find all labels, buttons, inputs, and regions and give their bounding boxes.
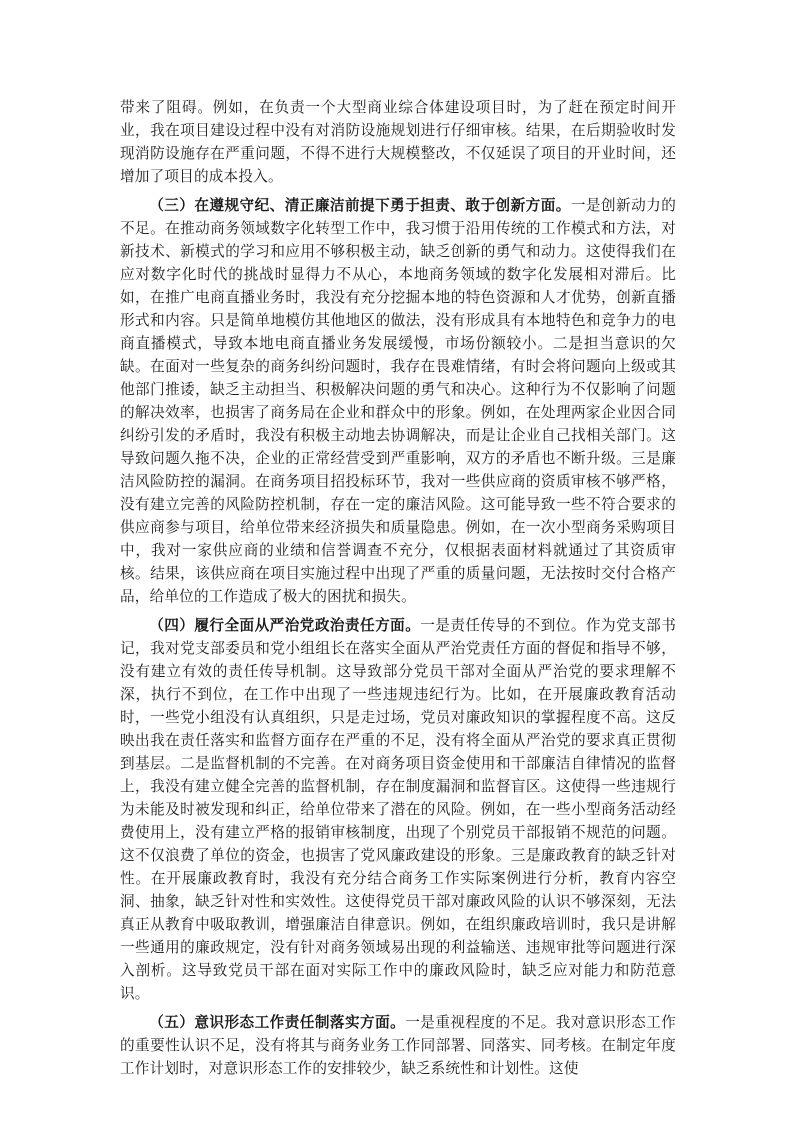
paragraph-1 [120, 96, 676, 188]
document-page [120, 96, 676, 1086]
section-heading-3: （三）在遵规守纪、清正廉洁前提下勇于担责、敢于创新方面。 [149, 197, 571, 214]
section-heading-5: （五）意识形态工作责任制落实方面。 [149, 1014, 406, 1031]
paragraph-4-text: 一是重视程度的不足。我对意识形态工作的重要性认识不足，没有将其与商务业务工作同部署、同落实、同考核。在制定年度工作计划时，对意识形态工作的安排较少，缺乏系统性和计划性。这使 [120, 1014, 677, 1077]
paragraph-1-text: 带来了阻碍。例如，在负责一个大型商业综合体建设项目时，为了赶在预定时间开业，我在项目建设过程中没有对消防设施规划进行仔细审核。结果，在后期验收时发现消防设施存在严重问题，不得不进行大规模整改，不仅延误了项目的开业时间，还增加了项目的成本投入。 [120, 99, 676, 185]
paragraph-3-text: 一是责任传导的不到位。作为党支部书记，我对党支部委员和党小组组长在落实全面从严治党责任方面的督促和指导不够，没有建立有效的责任传导机制。这导致部分党员干部对全面从严治党的要求理解不深，执行不到位，在工作中出现了一些违规违纪行为。比如，在开展廉政教育活动时，一些党小组没有认真组织，只是走过场，党员对廉政知识的掌握程度不高。这反映出我在责任落实和监督方面存在严重的不足，没有将全面从严治党的要求真正贯彻到基层。二是监督机制的不完善。在对商务项目资金使用和干部廉洁自律情况的监督上，我没有建立健全完善的监督机制，存在制度漏洞和监督盲区。这使得一些违规行为未能及时被发现和纠正，给单位带来了潜在的风险。例如，在一些小型商务活动经费使用上，没有建立严格的报销审核制度，出现了个别党员干部报销不规范的问题。这不仅浪费了单位的资金，也损害了党风廉政建设的形象。三是廉政教育的缺乏针对性。在开展廉政教育时，我没有充分结合商务工作实际案例进行分析，教育内容空洞、抽象，缺乏针对性和实效性。这使得党员干部对廉政风险的认识不够深刻，无法真正从教育中吸取教训，增强廉洁自律意识。例如，在组织廉政培训时，我只是讲解一些通用的廉政规定，没有针对商务领域易出现的利益输送、违规审批等问题进行深入剖析。这导致党员干部在面对实际工作中的廉政风险时，缺乏应对能力和防范意识。 [120, 617, 676, 1002]
paragraph-2 [120, 194, 676, 608]
paragraph-4 [120, 1011, 676, 1080]
section-heading-4: （四）履行全面从严治党政治责任方面。 [149, 617, 421, 634]
paragraph-3 [120, 614, 676, 1005]
paragraph-2-text: 一是创新动力的不足。在推动商务领域数字化转型工作中，我习惯于沿用传统的工作模式和方法，对新技术、新模式的学习和应用不够积极主动，缺乏创新的勇气和动力。这使得我们在应对数字化时代的挑战时显得力不从心，本地商务领域的数字化发展相对滞后。比如，在推广电商直播业务时，我没有充分挖掘本地的特色资源和人才优势，创新直播形式和内容。只是简单地模仿其他地区的做法，没有形成具有本地特色和竞争力的电商直播模式，导致本地电商直播业务发展缓慢，市场份额较小。二是担当意识的欠缺。在面对一些复杂的商务纠纷问题时，我存在畏难情绪，有时会将问题向上级或其他部门推诿，缺乏主动担当、积极解决问题的勇气和决心。这种行为不仅影响了问题的解决效率，也损害了商务局在企业和群众中的形象。例如，在处理两家企业因合同纠纷引发的矛盾时，我没有积极主动地去协调解决，而是让企业自己找相关部门。这导致问题久拖不决，企业的正常经营受到严重影响，双方的矛盾也不断升级。三是廉洁风险防控的漏洞。在商务项目招投标环节，我对一些供应商的资质审核不够严格，没有建立完善的风险防控机制，存在一定的廉洁风险。这可能导致一些不符合要求的供应商参与项目，给单位带来经济损失和质量隐患。例如，在一次小型商务采购项目中，我对一家供应商的业绩和信誉调查不充分，仅根据表面材料就通过了其资质审核。结果，该供应商在项目实施过程中出现了严重的质量问题，无法按时交付合格产品，给单位的工作造成了极大的困扰和损失。 [120, 197, 676, 605]
